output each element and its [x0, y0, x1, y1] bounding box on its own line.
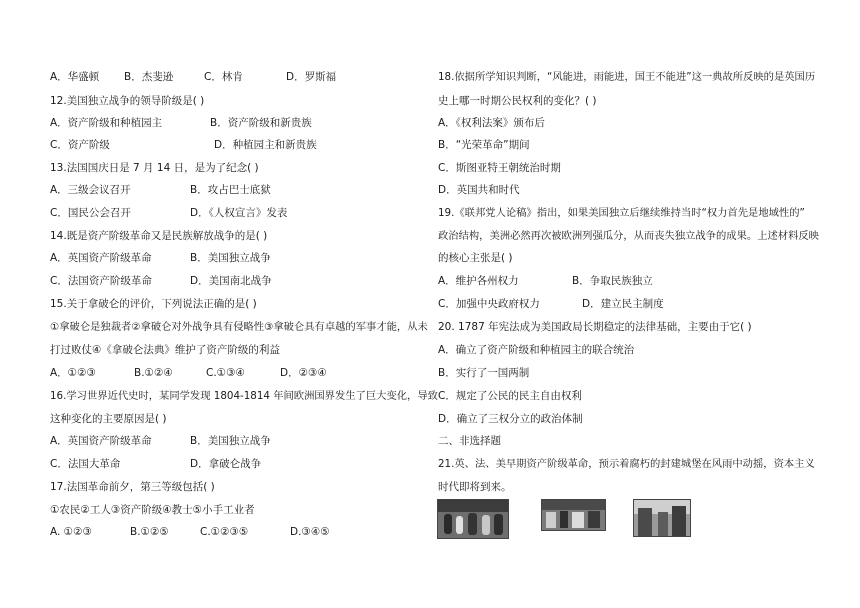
historical-painting-1 — [437, 499, 509, 539]
q15-option-d[interactable]: D．②③④ — [280, 367, 327, 379]
q20-option-c[interactable]: C．规定了公民的民主自由权利 — [438, 390, 582, 402]
q18-option-b[interactable]: B．“光荣革命”期间 — [438, 139, 530, 151]
q19-option-c[interactable]: C．加强中央政府权力 — [438, 298, 540, 310]
q15-option-a[interactable]: A．①②③ — [50, 367, 96, 379]
q11-option-d[interactable]: D．罗斯福 — [286, 71, 337, 83]
section-heading-non-choice: 二、非选择题 — [438, 435, 501, 447]
q18-option-c[interactable]: C．斯图亚特王朝统治时期 — [438, 162, 561, 174]
q19-option-d[interactable]: D．建立民主制度 — [582, 298, 664, 310]
q16-option-c[interactable]: C．法国大革命 — [50, 458, 121, 470]
q13-option-b[interactable]: B．攻占巴士底狱 — [190, 184, 271, 196]
q14-stem: 14.既是资产阶级革命又是民族解放战争的是( ) — [50, 230, 268, 242]
q20-stem: 20. 1787 年宪法成为美国政局长期稳定的法律基础，主要由于它( ) — [438, 321, 752, 333]
q19-stem-line1: 19.《联邦党人论稿》指出，如果美国独立后继续维持当时“权力首先是地域性的” — [438, 207, 805, 219]
q19-stem-line3: 的核心主张是( ) — [438, 252, 513, 264]
q17-option-b[interactable]: B.①②⑤ — [130, 526, 169, 538]
q21-stem-line1: 21.英、法、美早期资产阶级革命，预示着腐朽的封建城堡在风雨中动摇，资本主义 — [438, 458, 815, 470]
q11-option-c[interactable]: C．林肯 — [204, 71, 243, 83]
q15-stem: 15.关于拿破仑的评价，下列说法正确的是( ) — [50, 298, 257, 310]
q13-option-d[interactable]: D．《人权宣言》发表 — [190, 207, 288, 219]
q14-option-b[interactable]: B．美国独立战争 — [190, 252, 271, 264]
q16-option-b[interactable]: B．美国独立战争 — [190, 435, 271, 447]
q16-stem-line2: 这种变化的主要原因是( ) — [50, 413, 167, 425]
q12-option-b[interactable]: B．资产阶级和新贵族 — [210, 117, 312, 129]
q15-body-line1: ①拿破仑是独裁者②拿破仑对外战争具有侵略性③拿破仑具有卓越的军事才能，从未 — [50, 321, 428, 333]
q15-option-b[interactable]: B.①②④ — [134, 367, 173, 379]
q17-option-a[interactable]: A. ①②③ — [50, 526, 92, 538]
q12-option-d[interactable]: D．种植园主和新贵族 — [214, 139, 317, 151]
q19-option-b[interactable]: B．争取民族独立 — [572, 275, 653, 287]
q20-option-a[interactable]: A．确立了资产阶级和种植园主的联合统治 — [438, 344, 635, 356]
q12-stem: 12.美国独立战争的领导阶级是( ) — [50, 95, 205, 107]
q18-stem-line1: 18.依据所学知识判断，“风能进，雨能进，国王不能进”这一典故所反映的是英国历 — [438, 71, 816, 83]
q11-option-b[interactable]: B．杰斐逊 — [124, 71, 174, 83]
q17-body: ①农民②工人③资产阶级④教士⑤小手工业者 — [50, 504, 255, 516]
q20-option-b[interactable]: B．实行了一国两制 — [438, 367, 530, 379]
q14-option-c[interactable]: C．法国资产阶级革命 — [50, 275, 152, 287]
historical-painting-3 — [633, 499, 691, 537]
q11-option-a[interactable]: A．华盛顿 — [50, 71, 100, 83]
q21-stem-line2: 时代即将到来。 — [438, 481, 512, 493]
q18-stem-line2: 史上哪一时期公民权利的变化？( ) — [438, 95, 597, 107]
q15-body-line2: 打过败仗④《拿破仑法典》维护了资产阶级的利益 — [50, 344, 280, 356]
q14-option-d[interactable]: D．美国南北战争 — [190, 275, 272, 287]
q18-option-d[interactable]: D．英国共和时代 — [438, 184, 520, 196]
q14-option-a[interactable]: A．英国资产阶级革命 — [50, 252, 152, 264]
q16-option-a[interactable]: A．英国资产阶级革命 — [50, 435, 152, 447]
q19-option-a[interactable]: A．维护各州权力 — [438, 275, 519, 287]
q12-option-c[interactable]: C．资产阶级 — [50, 139, 110, 151]
q13-stem: 13.法国国庆日是 7 月 14 日，是为了纪念( ) — [50, 162, 259, 174]
q20-option-d[interactable]: D．确立了三权分立的政治体制 — [438, 413, 583, 425]
historical-painting-2 — [541, 499, 606, 531]
q13-option-a[interactable]: A．三级会议召开 — [50, 184, 131, 196]
q16-stem-line1: 16.学习世界近代史时，某同学发现 1804-1814 年间欧洲国界发生了巨大变化，导致 — [50, 390, 438, 402]
q12-option-a[interactable]: A．资产阶级和种植园主 — [50, 117, 163, 129]
q13-option-c[interactable]: C．国民公会召开 — [50, 207, 131, 219]
q19-stem-line2: 政治结构，美洲必然再次被欧洲列强瓜分，从而丧失独立战争的成果。上述材料反映 — [438, 230, 819, 242]
q16-option-d[interactable]: D．拿破仑战争 — [190, 458, 262, 470]
q18-option-a[interactable]: A．《权利法案》颁布后 — [438, 117, 545, 129]
q17-stem: 17.法国革命前夕，第三等级包括( ) — [50, 481, 215, 493]
q15-option-c[interactable]: C.①③④ — [206, 367, 245, 379]
q17-option-c[interactable]: C.①②③⑤ — [200, 526, 249, 538]
q17-option-d[interactable]: D.③④⑤ — [290, 526, 330, 538]
